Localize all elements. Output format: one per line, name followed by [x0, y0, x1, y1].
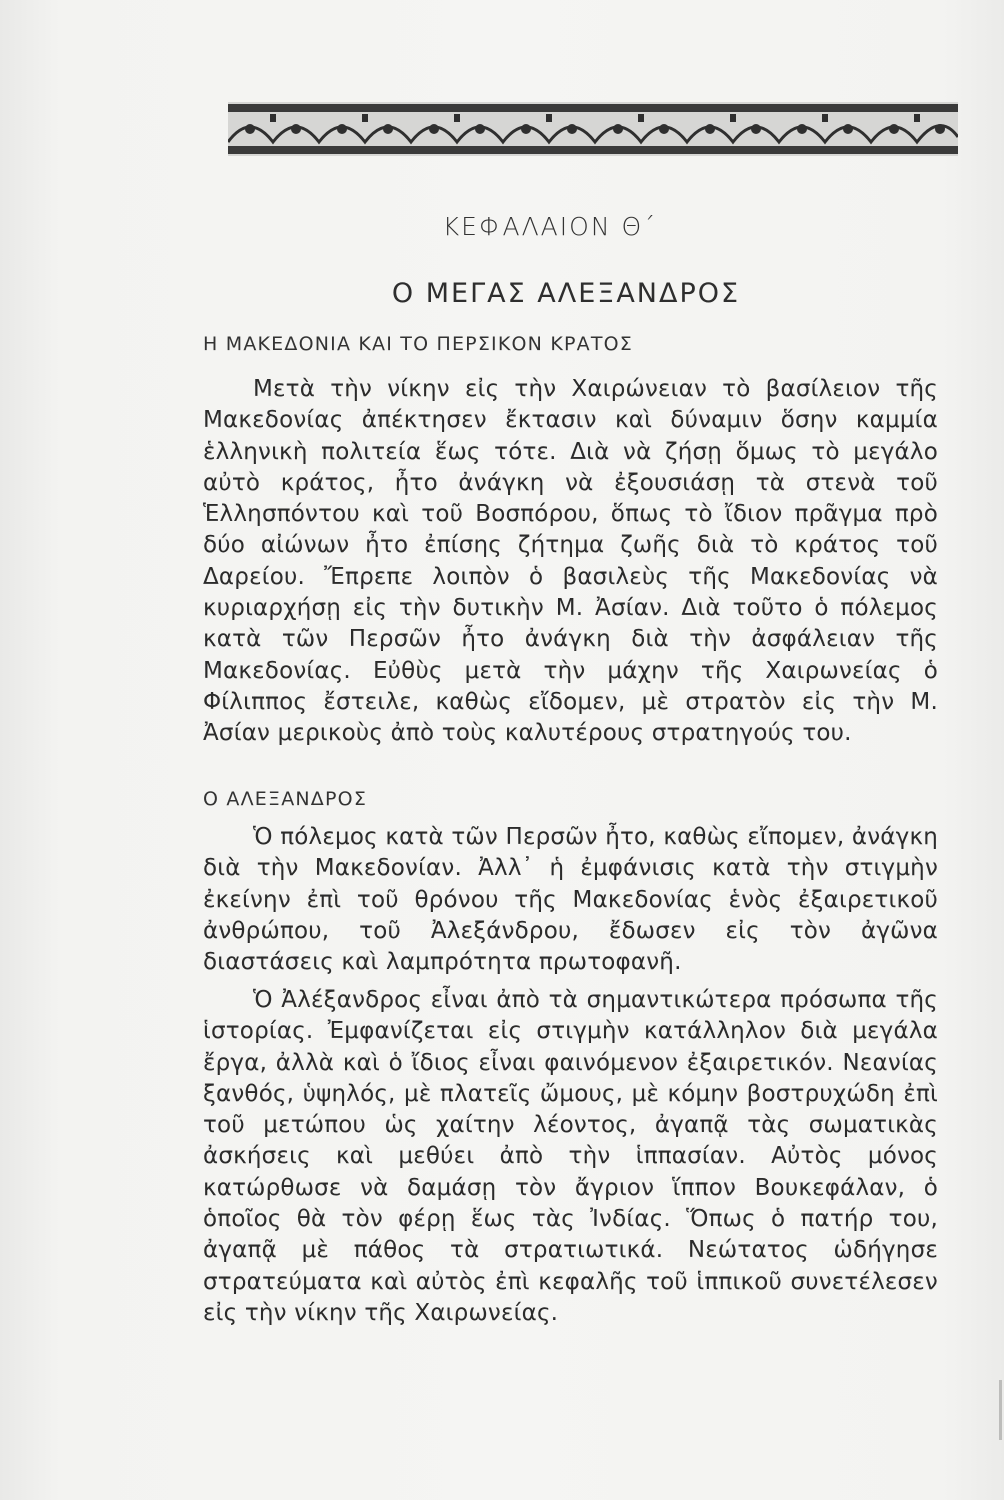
decorative-header-band — [228, 102, 958, 156]
paragraph-alexander-2 — [203, 985, 938, 1329]
chapter-title: Ο ΜΕΓΑΣ ΑΛΕΞΑΝΔΡΟΣ — [391, 278, 741, 309]
section-heading-macedonia: Η ΜΑΚΕΔΟΝΙΑ ΚΑΙ ΤΟ ΠΕΡΣΙΚΟΝ ΚΡΑΤΟΣ — [203, 333, 633, 355]
paragraph-text: Ὁ πόλεμος κατὰ τῶν Περσῶν ἦτο, καθὼς εἴπομεν, ἀνάγκη διὰ τὴν Μακεδονίαν. Ἀλλ᾿ ἡ ἐμφάνισις κατὰ τὴν στιγμὴν ἐκείνην ἐπὶ τοῦ θρόνου τῆς Μακεδονίας ἑνὸς ἐξαιρετικοῦ ἀνθρώπου, τοῦ Ἀλεξάνδρου, ἔδωσεν εἰς τὸν ἀγῶνα διαστάσεις καὶ λαμπρότητα πρωτοφανῆ. — [203, 824, 938, 976]
chapter-heading: ΚΕΦΑΛΑΙΟΝ Θ΄ — [442, 212, 658, 241]
paragraph-alexander-1 — [203, 822, 938, 978]
page-edge-mark — [999, 1380, 1002, 1440]
paragraph-macedonia — [203, 374, 938, 750]
paragraph-text: Μετὰ τὴν νίκην εἰς τὴν Χαιρώνειαν τὸ βασίλειον τῆς Μακεδονίας ἀπέκτησεν ἔκτασιν καὶ δύναμιν ὅσην καμμία ἑλληνικὴ πολιτεία ἕως τότε. Διὰ νὰ ζήσῃ ὅμως τὸ μεγάλο αὐτὸ κράτος, ἦτο ἀνάγκη νὰ ἐξουσιάσῃ τὰ στενὰ τοῦ Ἑλλησπόντου καὶ τοῦ Βοσπόρου, ὅπως τὸ ἴδιον πρᾶγμα πρὸ δύο αἰώνων ἦτο ἐπίσης ζήτημα ζωῆς διὰ τὸ κράτος τοῦ Δαρείου. Ἔπρεπε λοιπὸν ὁ βασιλεὺς τῆς Μακεδονίας νὰ κυριαρχήσῃ εἰς τὴν δυτικὴν Μ. Ἀσίαν. Διὰ τοῦτο ὁ πόλεμος κατὰ τῶν Περσῶν ἦτο ἀνάγκη διὰ τὴν ἀσφάλειαν τῆς Μακεδονίας. Εὐθὺς μετὰ τὴν μάχην τῆς Χαιρωνείας ὁ Φίλιππος ἔστειλε, καθὼς εἴδομεν, μὲ στρατὸν εἰς τὴν Μ. Ἀσίαν μερικοὺς ἀπὸ τοὺς καλυτέρους στρατηγούς του. — [203, 376, 938, 747]
section-heading-alexander: Ο ΑΛΕΞΑΝΔΡΟΣ — [203, 788, 368, 810]
paragraph-text: Ὁ Ἀλέξανδρος εἶναι ἀπὸ τὰ σημαντικώτερα πρόσωπα τῆς ἱστορίας. Ἐμφανίζεται εἰς στιγμὴν κατάλληλον διὰ μεγάλα ἔργα, ἀλλὰ καὶ ὁ ἴδιος εἶναι φαινόμενον ἐξαιρετικόν. Νεανίας ξανθός, ὑψηλός, μὲ πλατεῖς ὤμους, μὲ κόμην βοστρυχώδη ἐπὶ τοῦ μετώπου ὡς χαίτην λέοντος, ἀγαπᾷ τὰς σωματικὰς ἀσκήσεις καὶ μεθύει ἀπὸ τὴν ἱππασίαν. Αὐτὸς μόνος κατώρθωσε νὰ δαμάσῃ τὸν ἄγριον ἵππον Βουκεφάλαν, ὁ ὁποῖος θὰ τὸν φέρῃ ἕως τὰς Ἰνδίας. Ὅπως ὁ πατήρ του, ἀγαπᾷ μὲ πάθος τὰ στρατιωτικά. Νεώτατος ὡδήγησε στρατεύματα καὶ αὐτὸς ἐπὶ κεφαλῆς τοῦ ἱππικοῦ συνετέλεσεν εἰς τὴν νίκην τῆς Χαιρωνείας. — [203, 987, 938, 1326]
